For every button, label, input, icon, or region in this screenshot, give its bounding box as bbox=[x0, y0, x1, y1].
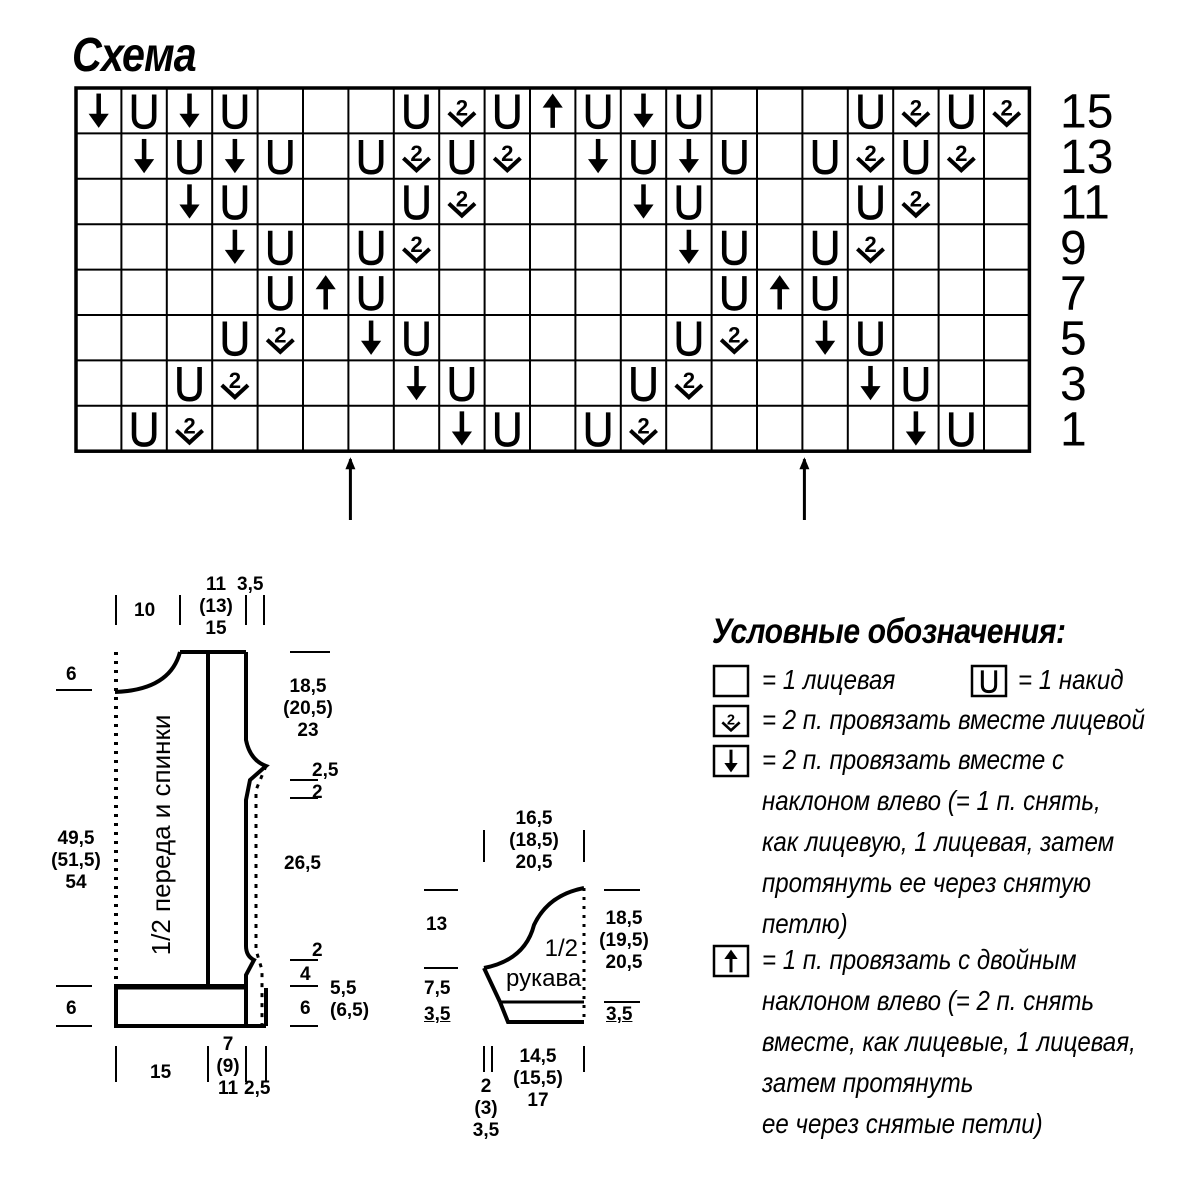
chart-cell-ssk-icon bbox=[679, 139, 699, 173]
legend-ssk-line: = 2 п. провязать вместе с bbox=[762, 744, 1065, 775]
k2tog-numeral: 2 bbox=[228, 368, 242, 394]
legend-sk2p-line: ее через снятые петли) bbox=[762, 1108, 1043, 1139]
dim-text: 18,5 bbox=[289, 676, 327, 697]
chart-cell-ssk-icon bbox=[633, 184, 653, 218]
k2tog-numeral: 2 bbox=[501, 141, 514, 167]
k2tog-icon bbox=[714, 706, 748, 736]
chart-cell-k2tog-icon bbox=[449, 187, 475, 216]
k2tog-numeral: 2 bbox=[955, 141, 968, 167]
dim-total-height bbox=[46, 828, 106, 894]
chart-cell-yo-icon bbox=[134, 95, 154, 127]
dim-text: (9) bbox=[216, 1056, 240, 1077]
sk2p-icon bbox=[714, 946, 748, 976]
legend-ssk-line: как лицевую, 1 лицевая, затем bbox=[762, 826, 1115, 857]
dim-text: 18,5 bbox=[605, 908, 643, 929]
k2tog-numeral: 2 bbox=[455, 186, 469, 212]
k2tog-numeral: 2 bbox=[274, 322, 287, 348]
sleeve-dim-left-mid: 5,5 (6,5) bbox=[330, 978, 370, 1021]
k2tog-icon-glyph bbox=[722, 712, 739, 730]
chart-cell-yo-icon bbox=[406, 185, 426, 217]
dim-text: 20,5 bbox=[515, 852, 553, 873]
chart-cell-yo-icon bbox=[179, 140, 199, 172]
ssk-icon-glyph bbox=[724, 750, 737, 773]
legend-ssk-line: протянуть ее через снятую bbox=[762, 867, 1091, 898]
legend-knit: = 1 лицевая bbox=[762, 664, 896, 695]
chart-cell-k2tog-icon bbox=[948, 141, 974, 170]
sleeve-dim-cuff-right: 3,5 bbox=[606, 1004, 633, 1025]
chart-cell-yo-icon bbox=[906, 140, 926, 172]
dim-2-upper: 2 bbox=[312, 782, 323, 803]
dim-2-5: 2,5 bbox=[312, 760, 339, 781]
repeat-arrow-icon bbox=[345, 457, 355, 520]
dim-text: 16,5 bbox=[515, 808, 553, 829]
legend-sk2p-line: наклоном влево (= 2 п. снять bbox=[762, 985, 1095, 1016]
stitch-chart bbox=[76, 88, 1029, 451]
dim-2-lower: 2 bbox=[312, 940, 323, 961]
chart-cell-yo-icon bbox=[951, 95, 971, 127]
chart-cell-yo-icon bbox=[361, 140, 381, 172]
yo-icon bbox=[972, 666, 1006, 696]
dim-text: 2 bbox=[480, 1076, 492, 1097]
dim-bottom-rib: 6 bbox=[66, 998, 77, 1019]
k2tog-numeral: 2 bbox=[864, 141, 877, 167]
chart-cell-yo-icon bbox=[679, 95, 699, 127]
row-label: 9 bbox=[1060, 221, 1087, 275]
chart-cell-k2tog-icon bbox=[857, 232, 883, 261]
chart-cell-yo-icon bbox=[361, 276, 381, 308]
legend-sk2p-line: вместе, как лицевые, 1 лицевая, bbox=[762, 1026, 1136, 1057]
chart-cell-yo-icon bbox=[225, 322, 245, 354]
dim-text: 11 bbox=[205, 574, 227, 595]
chart-cell-k2tog-icon bbox=[494, 141, 520, 170]
dim-text: (19,5) bbox=[599, 930, 649, 951]
row-label: 13 bbox=[1060, 131, 1114, 185]
k2tog-numeral: 2 bbox=[455, 95, 469, 121]
dim-text: (3) bbox=[474, 1098, 498, 1119]
sleeve-dim-bottom bbox=[506, 1046, 570, 1112]
chart-cell-ssk-icon bbox=[633, 94, 653, 128]
chart-cell-k2tog-icon bbox=[676, 368, 702, 397]
k2tog-numeral: 2 bbox=[864, 231, 877, 257]
chart-cell-yo-icon bbox=[270, 231, 290, 263]
chart-cell-k2tog-icon bbox=[630, 414, 656, 443]
chart-cell-yo-icon bbox=[497, 95, 517, 127]
dim-text: (18,5) bbox=[509, 830, 559, 851]
chart-cell-ssk-icon bbox=[225, 139, 245, 173]
dim-text: 54 bbox=[65, 872, 87, 893]
chart-cell-ssk-icon bbox=[89, 94, 109, 128]
k2tog-numeral: 2 bbox=[909, 186, 923, 212]
sleeve-dim-top bbox=[502, 808, 566, 874]
dim-text: 7 bbox=[222, 1034, 234, 1055]
dim-side: 26,5 bbox=[284, 853, 321, 874]
chart-cell-ssk-icon bbox=[588, 139, 608, 173]
dim-bottom-left: 15 bbox=[150, 1062, 172, 1083]
dim-bottom-mid bbox=[210, 1034, 246, 1100]
dim-text: 23 bbox=[297, 720, 319, 741]
sleeve-label bbox=[506, 934, 582, 994]
chart-cell-k2tog-icon bbox=[857, 141, 883, 170]
dim-top-edge: 3,5 bbox=[237, 574, 264, 595]
chart-cell-yo-icon bbox=[860, 322, 880, 354]
legend-yo: = 1 накид bbox=[1018, 664, 1124, 695]
chart-cell-k2tog-icon bbox=[222, 368, 248, 397]
body-side-dotted bbox=[256, 766, 266, 1026]
chart-cell-ssk-icon bbox=[906, 411, 926, 445]
chart-cell-yo-icon bbox=[724, 231, 744, 263]
dim-armhole bbox=[276, 676, 340, 742]
body-side-outline bbox=[246, 652, 266, 990]
repeat-markers bbox=[345, 457, 809, 520]
chart-cell-yo-icon bbox=[225, 95, 245, 127]
knit-square-icon bbox=[714, 666, 748, 696]
chart-cell-k2tog-icon bbox=[903, 96, 929, 125]
sleeve-label-line: 1/2 bbox=[544, 935, 578, 962]
chart-cell-yo-icon bbox=[452, 140, 472, 172]
dim-text: 15 bbox=[205, 618, 227, 639]
chart-cell-k2tog-icon bbox=[176, 414, 202, 443]
row-numbers bbox=[1060, 86, 1113, 457]
sleeve-cuff bbox=[500, 1002, 584, 1022]
dim-text: (13) bbox=[199, 596, 233, 617]
chart-cell-yo-icon bbox=[815, 140, 835, 172]
k2tog-numeral: 2 bbox=[726, 712, 736, 729]
chart-cell-yo-icon bbox=[497, 412, 517, 444]
chart-cell-yo-icon bbox=[815, 276, 835, 308]
dim-4: 4 bbox=[300, 964, 311, 985]
chart-cell-yo-icon bbox=[179, 367, 199, 399]
sleeve-dim-length bbox=[592, 908, 656, 974]
chart-cell-yo-icon bbox=[134, 412, 154, 444]
sleeve-dim-cuff-left: 3,5 bbox=[424, 1004, 451, 1025]
legend-ssk-line: петлю) bbox=[762, 908, 848, 939]
chart-cell-ssk-icon bbox=[179, 184, 199, 218]
k2tog-numeral: 2 bbox=[637, 413, 650, 439]
k2tog-numeral: 2 bbox=[909, 95, 923, 121]
chart-cell-k2tog-icon bbox=[403, 232, 429, 261]
chart-cell-yo-icon bbox=[588, 412, 608, 444]
chart-cell-yo-icon bbox=[860, 95, 880, 127]
dim-bottom-edge: 2,5 bbox=[244, 1078, 271, 1099]
chart-cell-yo-icon bbox=[724, 140, 744, 172]
dim-text: 17 bbox=[527, 1090, 549, 1111]
sleeve-label-line: рукава bbox=[506, 965, 582, 992]
sk2p-icon-glyph bbox=[724, 950, 737, 973]
legend-title: Условные обозначения: bbox=[712, 612, 1066, 651]
chart-cell-k2tog-icon bbox=[903, 187, 929, 216]
chart-cell-yo-icon bbox=[633, 367, 653, 399]
dim-neck-depth: 6 bbox=[66, 664, 77, 685]
k2tog-numeral: 2 bbox=[410, 141, 423, 167]
dim-top-shoulder bbox=[196, 574, 236, 640]
chart-cell-yo-icon bbox=[679, 185, 699, 217]
chart-cell-k2tog-icon bbox=[267, 323, 293, 352]
chart-cell-ssk-icon bbox=[860, 366, 880, 400]
chart-cell-ssk-icon bbox=[452, 411, 472, 445]
chart-cell-k2tog-icon bbox=[449, 96, 475, 125]
chart-cell-yo-icon bbox=[951, 412, 971, 444]
sleeve-dim-cap: 13 bbox=[426, 914, 448, 935]
dim-6-right: 6 bbox=[300, 998, 311, 1019]
yo-icon-glyph bbox=[982, 670, 995, 691]
legend-k2tog: = 2 п. провязать вместе лицевой bbox=[762, 704, 1145, 735]
chart-cell-yo-icon bbox=[860, 185, 880, 217]
row-label: 1 bbox=[1060, 403, 1087, 457]
chart-cell-yo-icon bbox=[270, 276, 290, 308]
sleeve-underarm bbox=[484, 968, 500, 1002]
chart-cell-ssk-icon bbox=[134, 139, 154, 173]
chart-title: Схема bbox=[72, 29, 196, 82]
row-label: 5 bbox=[1060, 312, 1087, 366]
body-schematic bbox=[115, 652, 266, 1028]
chart-cell-sk2p-icon bbox=[770, 275, 790, 309]
chart-cell-yo-icon bbox=[270, 140, 290, 172]
chart-cell-yo-icon bbox=[406, 322, 426, 354]
dim-text: 14,5 bbox=[519, 1046, 557, 1067]
row-label: 15 bbox=[1060, 85, 1114, 139]
sleeve-dim-bottom-edge bbox=[468, 1076, 504, 1142]
dim-text: 11 bbox=[217, 1078, 239, 1099]
legend-sk2p-line: = 1 п. провязать с двойным bbox=[762, 944, 1077, 975]
k2tog-numeral: 2 bbox=[682, 368, 696, 394]
chart-cell-ssk-icon bbox=[679, 230, 699, 264]
chart-cell-ssk-icon bbox=[361, 321, 381, 355]
chart-cell-yo-icon bbox=[679, 322, 699, 354]
dim-text: 3,5 bbox=[472, 1120, 500, 1141]
chart-cell-ssk-icon bbox=[815, 321, 835, 355]
dim-top-neck: 10 bbox=[134, 600, 156, 621]
chart-cell-yo-icon bbox=[361, 231, 381, 263]
rib-band bbox=[116, 986, 246, 1026]
chart-cell-k2tog-icon bbox=[994, 96, 1020, 125]
chart-cell-k2tog-icon bbox=[403, 141, 429, 170]
chart-cell-yo-icon bbox=[406, 95, 426, 127]
legend-ssk-line: наклоном влево (= 1 п. снять, bbox=[762, 785, 1101, 816]
chart-cell-yo-icon bbox=[906, 367, 926, 399]
k2tog-numeral: 2 bbox=[410, 231, 423, 257]
row-label: 3 bbox=[1060, 358, 1087, 412]
legend-sk2p-line: затем протянуть bbox=[762, 1067, 974, 1098]
dim-text: 20,5 bbox=[605, 952, 643, 973]
row-label: 7 bbox=[1060, 267, 1087, 321]
sleeve-dim-7-5: 7,5 bbox=[424, 978, 451, 999]
k2tog-numeral: 2 bbox=[183, 413, 196, 439]
chart-cell-yo-icon bbox=[633, 140, 653, 172]
row-label: 11 bbox=[1060, 176, 1110, 230]
chart-cell-yo-icon bbox=[588, 95, 608, 127]
chart-cell-yo-icon bbox=[452, 367, 472, 399]
chart-cell-sk2p-icon bbox=[543, 94, 563, 128]
chart-cell-yo-icon bbox=[815, 231, 835, 263]
repeat-arrow-icon bbox=[799, 457, 809, 520]
chart-cell-yo-icon bbox=[225, 185, 245, 217]
dim-text: (15,5) bbox=[513, 1068, 563, 1089]
chart-cell-ssk-icon bbox=[179, 94, 199, 128]
neck-curve bbox=[115, 652, 180, 692]
chart-cell-sk2p-icon bbox=[316, 275, 336, 309]
ssk-icon bbox=[714, 746, 748, 776]
dim-text: (20,5) bbox=[283, 698, 333, 719]
k2tog-numeral: 2 bbox=[728, 322, 741, 348]
chart-cell-yo-icon bbox=[724, 276, 744, 308]
chart-cell-ssk-icon bbox=[225, 230, 245, 264]
chart-cell-ssk-icon bbox=[406, 366, 426, 400]
dim-text: (51,5) bbox=[51, 850, 101, 871]
k2tog-numeral: 2 bbox=[1000, 95, 1013, 121]
body-label: 1/2 переда и спинки bbox=[146, 714, 176, 956]
dim-text: 49,5 bbox=[57, 828, 95, 849]
chart-cell-k2tog-icon bbox=[721, 323, 747, 352]
